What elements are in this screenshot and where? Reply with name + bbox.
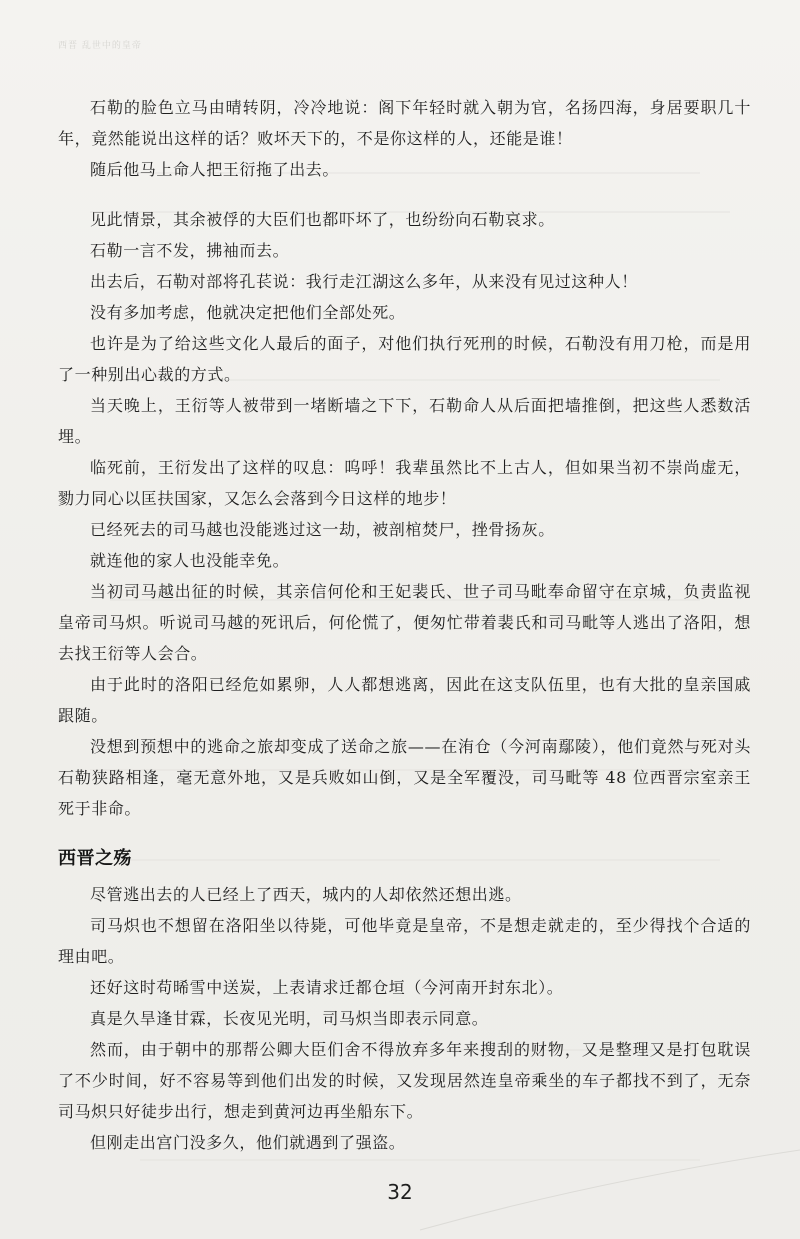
paragraph: 石勒的脸色立马由晴转阴，冷冷地说：阁下年轻时就入朝为官，名扬四海，身居要职几十年，竟然能说出这样的话？败坏天下的，不是你这样的人，还能是谁！ [58, 98, 751, 148]
paragraph: 就连他的家人也没能幸免。 [90, 551, 290, 570]
section-heading: 西晋之殇 [58, 848, 132, 869]
paragraph: 出去后，石勒对部将孔苌说：我行走江湖这么多年，从来没有见过这种人！ [90, 272, 638, 291]
section-gap [58, 824, 751, 843]
paragraph: 随后他马上命人把王衍拖了出去。 [90, 160, 340, 179]
running-head: 西晋 乱世中的皇帝 [58, 41, 142, 51]
paragraph: 尽管逃出去的人已经上了西天，城内的人却依然还想出逃。 [90, 885, 522, 904]
paragraph: 司马炽也不想留在洛阳坐以待毙，可他毕竟是皇帝，不是想走就走的，至少得找个合适的理由吧。 [58, 916, 751, 966]
paragraph: 临死前，王衍发出了这样的叹息：呜呼！我辈虽然比不上古人，但如果当初不崇尚虚无，勠力同心以匡扶国家，又怎么会落到今日这样的地步！ [58, 458, 751, 508]
paragraph: 还好这时苟晞雪中送炭，上表请求迁都仓垣（今河南开封东北）。 [90, 978, 564, 997]
paragraph: 真是久旱逢甘霖，长夜见光明，司马炽当即表示同意。 [90, 1009, 489, 1028]
page-body [58, 92, 751, 1158]
paragraph: 已经死去的司马越也没能逃过这一劫，被剖棺焚尸，挫骨扬灰。 [90, 520, 555, 539]
paragraph: 由于此时的洛阳已经危如累卵，人人都想逃离，因此在这支队伍里，也有大批的皇亲国戚跟随。 [58, 675, 751, 725]
paragraph: 当初司马越出征的时候，其亲信何伦和王妃裴氏、世子司马毗奉命留守在京城，负责监视皇帝司马炽。听说司马越的死讯后，何伦慌了，便匆忙带着裴氏和司马毗等人逃出了洛阳，想去找王衍等人会合。 [58, 582, 751, 663]
paragraph-gap [58, 185, 751, 204]
paragraph: 但刚走出宫门没多久，他们就遇到了强盗。 [90, 1133, 406, 1152]
paragraph: 没想到预想中的逃命之旅却变成了送命之旅——在洧仓（今河南鄢陵），他们竟然与死对头石勒狭路相逢，毫无意外地，又是兵败如山倒，又是全军覆没，司马毗等 48 位西晋宗室亲王死于非命。 [58, 737, 751, 818]
paragraph: 石勒一言不发，拂袖而去。 [90, 241, 290, 260]
paragraph: 见此情景，其余被俘的大臣们也都吓坏了，也纷纷向石勒哀求。 [90, 210, 555, 229]
paragraph: 也许是为了给这些文化人最后的面子，对他们执行死刑的时候，石勒没有用刀枪，而是用了一种别出心裁的方式。 [58, 334, 751, 384]
paragraph: 没有多加考虑，他就决定把他们全部处死。 [90, 303, 406, 322]
paragraph: 然而，由于朝中的那帮公卿大臣们舍不得放弃多年来搜刮的财物，又是整理又是打包耽误了不少时间，好不容易等到他们出发的时候，又发现居然连皇帝乘坐的车子都找不到了，无奈司马炽只好徒步出行，想走到黄河边再坐船东下。 [58, 1040, 751, 1121]
paragraph: 当天晚上，王衍等人被带到一堵断墙之下下，石勒命人从后面把墙推倒，把这些人悉数活埋。 [58, 396, 751, 446]
page-number: 32 [387, 1180, 413, 1204]
